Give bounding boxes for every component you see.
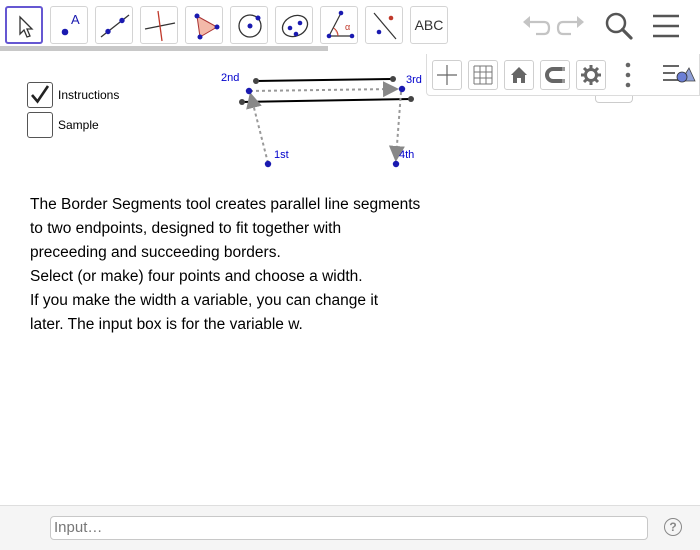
point-2nd[interactable]	[246, 88, 252, 94]
axes-icon	[433, 61, 461, 89]
help-icon[interactable]: ?	[664, 518, 682, 536]
point-label-2nd: 2nd	[221, 72, 240, 84]
instructions-text	[30, 193, 420, 337]
sample-checkbox[interactable]	[27, 112, 53, 138]
magnet-icon	[541, 61, 569, 89]
border-segment-top[interactable]	[256, 79, 393, 81]
graphics-style-bar	[426, 54, 700, 96]
grid-icon	[469, 61, 497, 89]
sample-checkbox-label: Sample	[58, 118, 99, 132]
point-1st[interactable]	[265, 161, 271, 167]
point-label-4th: 4th	[399, 149, 415, 161]
point-4th[interactable]	[393, 161, 399, 167]
standard-view-button[interactable]	[504, 60, 534, 90]
toggle-axes-button[interactable]	[432, 60, 462, 90]
home-icon	[505, 61, 533, 89]
guide-arrow-1-2	[251, 96, 268, 163]
gear-icon	[577, 61, 605, 89]
point-3rd[interactable]	[399, 86, 405, 92]
point-label-3rd: 3rd	[406, 74, 422, 86]
toggle-grid-button[interactable]	[468, 60, 498, 90]
instructions-checkbox-label: Instructions	[58, 88, 120, 102]
segment-endpoint[interactable]	[239, 99, 245, 105]
style-bar-toggle-icon[interactable]	[661, 60, 697, 90]
guide-arrow-2-3	[250, 89, 395, 91]
checkmark-icon	[28, 83, 52, 107]
algebra-input-field[interactable]: Input…	[50, 516, 648, 540]
angle-tool-symbol: α	[345, 22, 351, 32]
instructions-line: preceeding and succeeding borders.	[30, 244, 281, 261]
instructions-line: Select (or make) four points and choose a width.	[30, 268, 363, 285]
settings-button[interactable]	[576, 60, 606, 90]
segment-endpoint[interactable]	[408, 96, 414, 102]
instructions-line: If you make the width a variable, you can change it	[30, 292, 379, 309]
segment-endpoint[interactable]	[390, 76, 396, 82]
text-tool-label: ABC	[414, 17, 444, 33]
segment-endpoint[interactable]	[253, 78, 259, 84]
instructions-checkbox[interactable]	[27, 82, 53, 108]
instructions-line: to two endpoints, designed to fit together with	[30, 220, 342, 237]
border-segment-bottom[interactable]	[242, 99, 411, 102]
input-bar	[0, 505, 700, 550]
point-tool-letter: A	[71, 12, 80, 27]
point-label-1st: 1st	[274, 149, 289, 161]
more-options-icon[interactable]	[621, 60, 635, 90]
point-capturing-button[interactable]	[540, 60, 570, 90]
instructions-line: The Border Segments tool creates parallel line segments	[30, 196, 421, 213]
instructions-line: later. The input box is for the variable w.	[30, 316, 303, 333]
